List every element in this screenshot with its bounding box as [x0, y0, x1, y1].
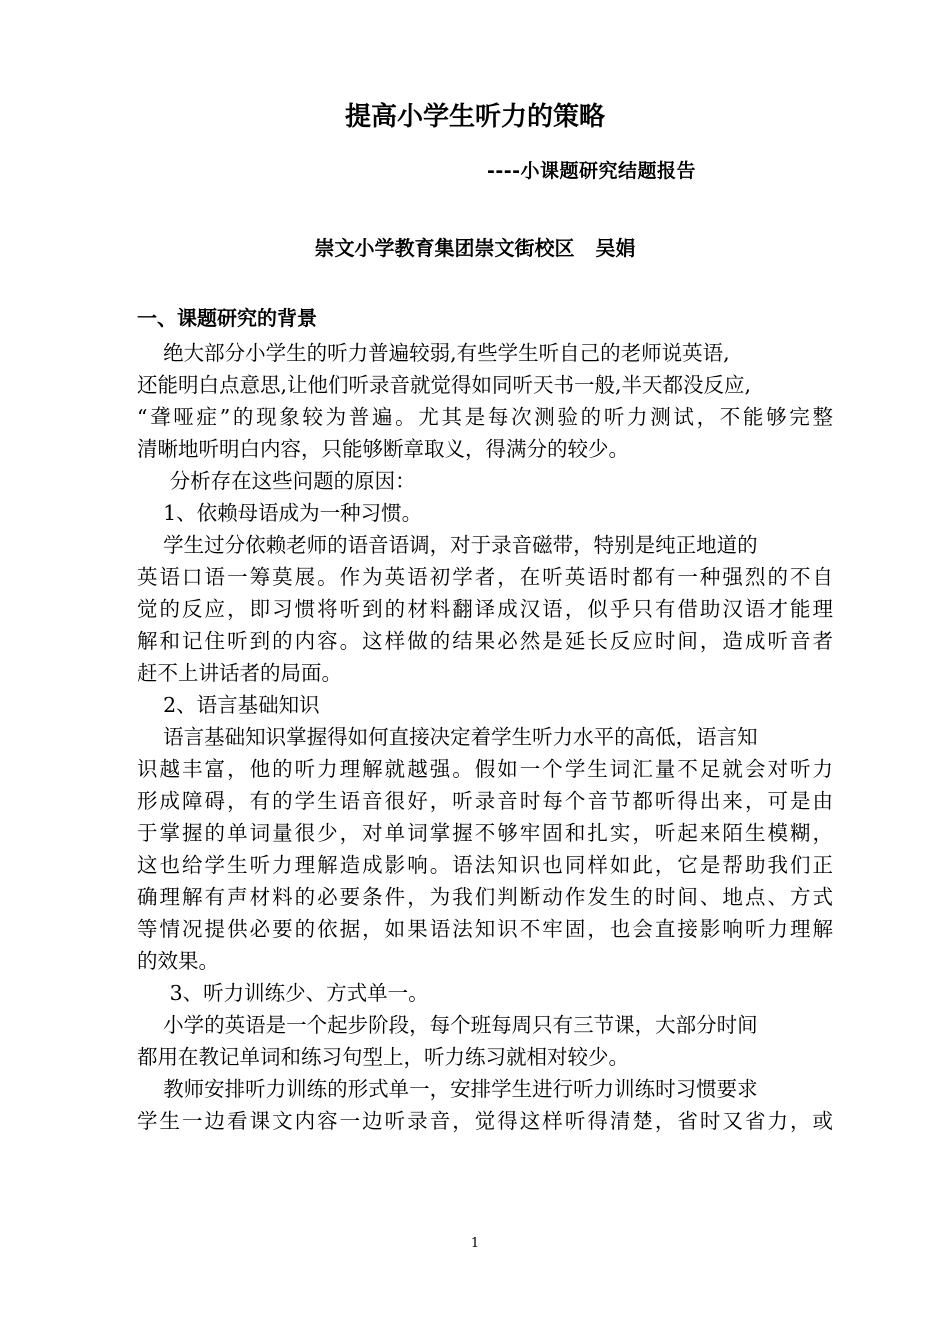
text-line: 赶不上讲话者的局面。 [137, 661, 342, 685]
text-line: 还能明白点意思,让他们听录音就觉得如同听天书一般,半天都没反应, [137, 373, 752, 397]
text-line: 学生一边看课文内容一边听录音，觉得这样听得清楚，省时又省力，或 [137, 1109, 833, 1133]
text-line: 确理解有声材料的必要条件，为我们判断动作发生的时间、地点、方式 [137, 885, 833, 909]
text-line: 等情况提供必要的依据，如果语法知识不牢固，也会直接影响听力理解 [137, 917, 833, 941]
text-line: 这也给学生听力理解造成影响。语法知识也同样如此，它是帮助我们正 [137, 853, 833, 877]
text-line: 于掌握的单词量很少，对单词掌握不够牢固和扎实，听起来陌生模糊， [137, 821, 833, 845]
body-text [137, 337, 833, 1137]
text-line: 分析存在这些问题的原因： [137, 469, 416, 493]
text-line: 解和记住听到的内容。这样做的结果必然是延长反应时间，造成听音者 [137, 629, 833, 653]
page-subtitle: ----小课题研究结题报告 [487, 160, 697, 182]
text-line: 3、听力训练少、方式单一。 [137, 981, 429, 1005]
text-line: 都用在教记单词和练习句型上，听力练习就相对较少。 [137, 1045, 629, 1069]
text-line: 觉的反应，即习惯将听到的材料翻译成汉语，似乎只有借助汉语才能理 [137, 597, 833, 621]
text-line: 清晰地听明白内容，只能够断章取义，得满分的较少。 [137, 437, 629, 461]
text-line: 学生过分依赖老师的语音语调，对于录音磁带，特别是纯正地道的 [137, 533, 758, 557]
text-line: 2、语言基础知识 [137, 693, 320, 717]
text-line: 识越丰富，他的听力理解就越强。假如一个学生词汇量不足就会对听力 [137, 757, 833, 781]
text-line: 1、依赖母语成为一种习惯。 [137, 501, 423, 525]
page-title: 提高小学生听力的策略 [344, 102, 605, 132]
text-line: 形成障碍，有的学生语音很好，听录音时每个音节都听得出来，可是由 [137, 789, 833, 813]
text-line: 语言基础知识掌握得如何直接决定着学生听力水平的高低，语言知 [137, 725, 758, 749]
section-heading: 一、课题研究的背景 [137, 306, 317, 330]
text-line: “聋哑症”的现象较为普遍。尤其是每次测验的听力测试，不能够完整 [137, 405, 833, 429]
text-line: 英语口语一筹莫展。作为英语初学者，在听英语时都有一种强烈的不自 [137, 565, 833, 589]
text-line: 绝大部分小学生的听力普遍较弱,有些学生听自己的老师说英语, [137, 341, 730, 365]
text-line: 小学的英语是一个起步阶段，每个班每周只有三节课，大部分时间 [137, 1013, 758, 1037]
text-line: 的效果。 [137, 949, 219, 973]
author-line: 崇文小学教育集团崇文街校区 吴娟 [314, 236, 636, 260]
text-line: 教师安排听力训练的形式单一，安排学生进行听力训练时习惯要求 [137, 1077, 758, 1101]
page-number: 1 [470, 1236, 480, 1251]
